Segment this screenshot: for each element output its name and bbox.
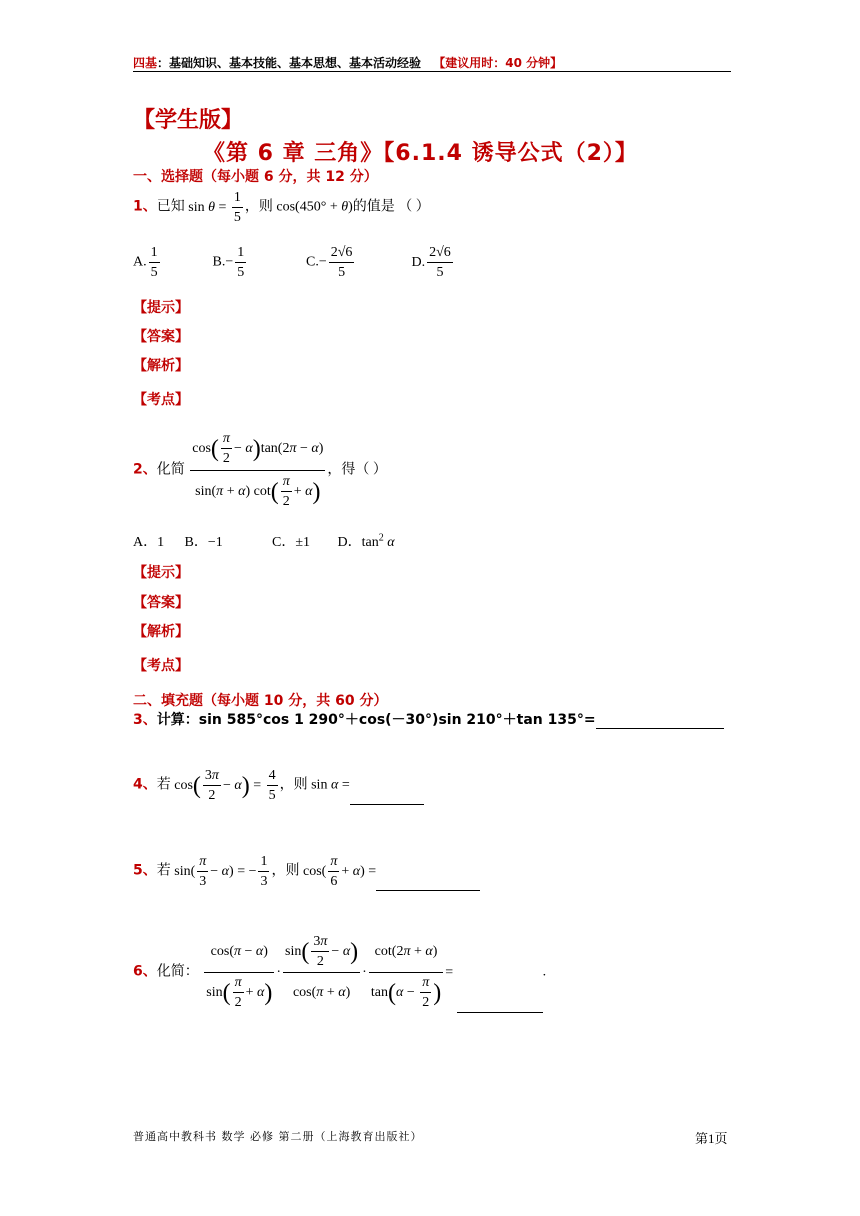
version-label: 【学生版】 bbox=[133, 108, 244, 133]
header-bar bbox=[133, 54, 562, 71]
q1-option-c: C.− $\frac{2√6}{5}$ bbox=[306, 245, 353, 280]
q2-pre: 化简 bbox=[156, 462, 185, 478]
q2-analysis-label: 【解析】 bbox=[133, 624, 189, 640]
q1-options bbox=[133, 243, 455, 282]
question-2 bbox=[133, 428, 387, 513]
q6-pre: 化简： bbox=[156, 964, 199, 980]
page-title: 《第 6 章 三角》【6.1.4 诱导公式（2）】 bbox=[203, 141, 638, 166]
q2-option-b: B．−1 bbox=[184, 535, 223, 550]
q1-analysis-label: 【解析】 bbox=[133, 358, 189, 374]
header-prefix: 四基 bbox=[133, 56, 158, 70]
q6-answer-blank[interactable] bbox=[457, 1012, 543, 1013]
q1-number: 1、 bbox=[133, 198, 157, 215]
q1-option-b: B.− $\frac{1}{5}$ bbox=[212, 245, 245, 280]
question-5 bbox=[133, 852, 480, 891]
q6-expression: cos(π − α) sin( $\frac{\pi}{2}$ + α) · sin( $\frac{3\pi}{2}$ − α) cos(π + α) · cot(2π + α) tan(α − $\frac{\pi}{2}$ ) = bbox=[202, 965, 456, 980]
q2-hint-label: 【提示】 bbox=[133, 565, 189, 581]
q1-mid: ，则 bbox=[244, 199, 273, 215]
q1-pre: 已知 bbox=[156, 199, 185, 215]
question-3 bbox=[133, 709, 724, 729]
q2-expression: cos( $\frac{\pi}{2}$ − α)tan(2π − α) sin(π + α) cot( $\frac{\pi}{2}$ + α) bbox=[190, 428, 325, 513]
q1-condition: sin θ = $\frac{1}{5}$ bbox=[188, 190, 241, 225]
q4-mid: ，则 bbox=[279, 777, 308, 793]
q2-option-a: A．1 bbox=[133, 535, 165, 550]
header-content: ：基础知识、基本技能、基本思想、基本活动经验 bbox=[157, 56, 422, 70]
q1-post: 的值是 （ ） bbox=[352, 199, 430, 215]
q2-options bbox=[133, 531, 395, 551]
q6-number: 6、 bbox=[133, 963, 157, 980]
q5-mid: ，则 bbox=[271, 863, 300, 879]
q3-text: 计算：sin 585°cos 1 290°＋cos(－30°)sin 210°＋tan 135°= bbox=[156, 712, 596, 728]
q1-option-a: A. $\frac{1}{5}$ bbox=[133, 245, 158, 280]
q3-number: 3、 bbox=[133, 712, 157, 728]
q4-target: sin α = bbox=[311, 777, 350, 793]
footer-page-number: 第1页 bbox=[695, 1131, 728, 1146]
q5-pre: 若 bbox=[156, 863, 171, 879]
q5-condition: sin( $\frac{\pi}{3}$ − α) = − $\frac{1}{3}$ bbox=[174, 854, 268, 889]
q5-answer-blank[interactable] bbox=[376, 890, 480, 891]
question-1 bbox=[133, 188, 430, 227]
question-6: 6、化简： cos(π − α) sin( $\frac{\pi}{2}$ + α) · sin( $\frac{3\pi}{2}$ − α) cos(π + α) · cot(2π + α) tan(α − $\frac{\pi}{2}$ ) = . bbox=[133, 932, 546, 1013]
q2-option-c: C．±1 bbox=[272, 535, 311, 550]
q2-point-label: 【考点】 bbox=[133, 658, 189, 674]
q5-target: cos( $\frac{\pi}{6}$ + α) = bbox=[302, 854, 377, 889]
q4-pre: 若 bbox=[156, 777, 171, 793]
footer-book: 普通高中教科书 数学 必修 第二册（上海教育出版社） bbox=[133, 1130, 423, 1143]
header-suggestion: 【建议用时：40 分钟】 bbox=[433, 56, 563, 70]
q1-hint-label: 【提示】 bbox=[133, 300, 189, 316]
q1-point-label: 【考点】 bbox=[133, 392, 189, 408]
q2-option-d: D．$\tan^2 \alpha$ bbox=[337, 532, 395, 550]
q5-number: 5、 bbox=[133, 862, 157, 879]
q1-answer-label: 【答案】 bbox=[133, 329, 189, 345]
q2-number: 2、 bbox=[133, 461, 157, 478]
section-fill: 二、填充题（每小题 10 分，共 60 分） bbox=[133, 693, 388, 709]
q4-answer-blank[interactable] bbox=[350, 804, 424, 805]
q4-condition: cos( $\frac{3\pi}{2}$ − α) = $\frac{4}{5}$ bbox=[174, 768, 276, 803]
q1-expression: cos(450° + θ) bbox=[276, 199, 353, 215]
q3-answer-blank[interactable] bbox=[596, 728, 724, 729]
q2-answer-label: 【答案】 bbox=[133, 595, 189, 611]
question-4 bbox=[133, 766, 424, 805]
q2-post: ，得（ ） bbox=[327, 462, 387, 478]
q4-number: 4、 bbox=[133, 776, 157, 793]
q1-option-d: D. $\frac{2√6}{5}$ bbox=[411, 245, 451, 280]
header-rule bbox=[133, 71, 731, 72]
section-choice: 一、选择题（每小题 6 分，共 12 分） bbox=[133, 169, 378, 185]
